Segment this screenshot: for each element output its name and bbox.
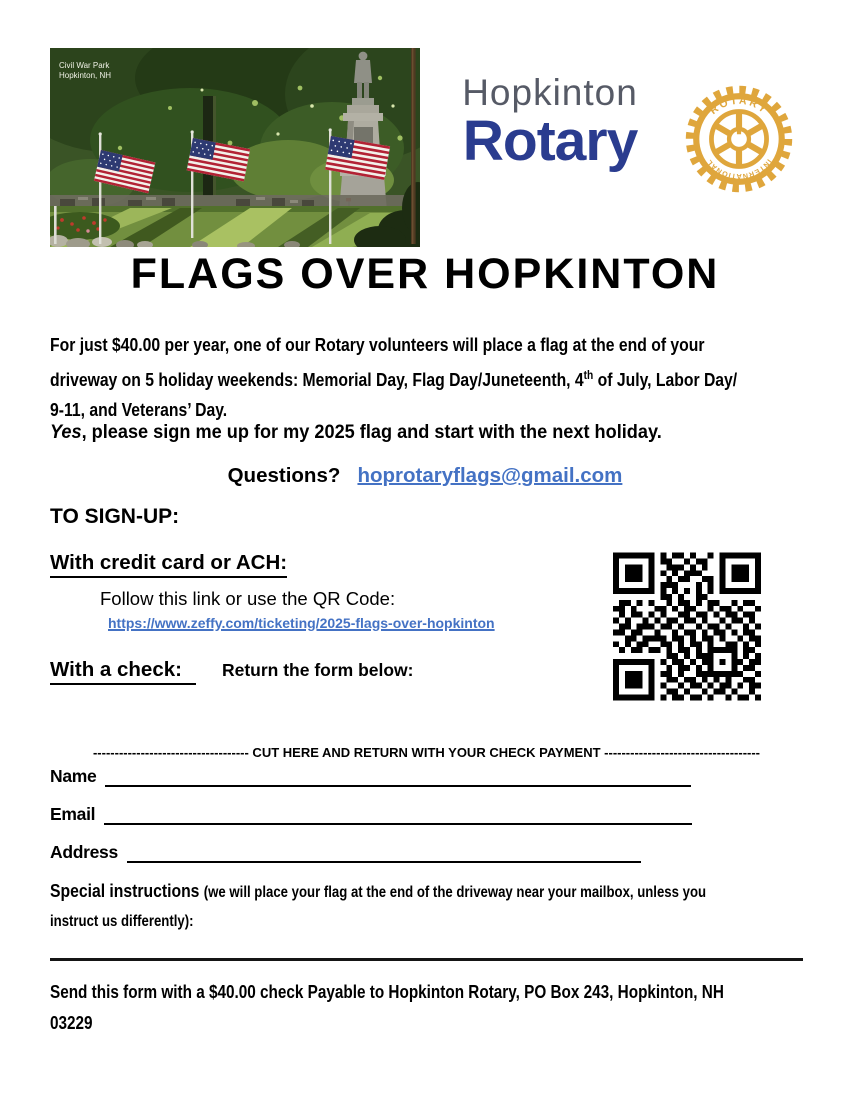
to-signup-heading: TO SIGN-UP: <box>50 505 180 528</box>
rotary-logo-text <box>430 64 670 174</box>
logo-rotary-wordmark: Rotary <box>462 109 638 173</box>
questions-label: Questions? <box>227 464 341 487</box>
name-blank-line <box>105 765 691 787</box>
email-label: Email <box>50 804 96 824</box>
qr-code <box>613 551 761 702</box>
special-instructions-label: Special instructions <box>50 880 204 901</box>
special-instructions: Special instructions (we will place your flag at the end of the driveway near your mailbox, unless you instruct us differently): <box>50 880 707 930</box>
address-label: Address <box>50 842 118 862</box>
cut-here-line: ------------------------------------ CUT HERE AND RETURN WITH YOUR CHECK PAYMENT ------------------------------------ <box>92 745 761 760</box>
email-blank-line <box>104 803 692 825</box>
wheel-top-text: ROTARY <box>708 95 770 117</box>
mailing-instructions: Send this form with a $40.00 check Payable to Hopkinton Rotary, PO Box 243, Hopkinton, NH 03229 <box>50 982 724 1033</box>
name-label: Name <box>50 766 97 786</box>
intro-line1: For just $40.00 per year, one of our Rotary volunteers will place a flag at the end of your <box>50 334 705 355</box>
zeffy-link[interactable]: https://www.zeffy.com/ticketing/2025-flags-over-hopkinton <box>108 615 495 631</box>
check-instruction: Return the form below: <box>221 660 414 680</box>
check-section <box>50 658 414 685</box>
email-field-row <box>50 801 692 825</box>
rotary-logo <box>430 64 812 216</box>
credit-card-instruction: Follow this link or use the QR Code: <box>100 588 396 609</box>
address-field-row <box>50 839 641 863</box>
intro-line3: 9-11, and Veterans’ Day. <box>50 399 228 421</box>
yes-emphasis: Yes <box>50 421 82 443</box>
page-title: FLAGS OVER HOPKINTON <box>130 250 720 298</box>
credit-card-heading: With credit card or ACH: <box>50 551 287 578</box>
questions-line <box>0 464 850 488</box>
park-photo <box>50 48 420 247</box>
logo-club-name: Hopkinton <box>462 72 638 113</box>
signup-statement: Yes, please sign me up for my 2025 flag and start with the next holiday. <box>50 421 662 443</box>
special-instructions-blank-line <box>50 958 803 961</box>
photo-caption-line1: Civil War Park <box>59 61 110 70</box>
rotary-wheel-icon <box>682 80 796 198</box>
wheel-bottom-text: INTERNATIONAL <box>704 157 774 182</box>
email-link[interactable]: hoprotaryflags@gmail.com <box>357 464 623 487</box>
intro-line2: driveway on 5 holiday weekends: Memorial Day, Flag Day/Juneteenth, 4th of July, Labor Day/ <box>50 368 738 391</box>
photo-caption-line2: Hopkinton, NH <box>59 71 112 80</box>
name-field-row <box>50 763 691 787</box>
intro-paragraph <box>50 330 850 425</box>
check-heading: With a check: <box>50 658 196 685</box>
address-blank-line <box>127 841 641 863</box>
